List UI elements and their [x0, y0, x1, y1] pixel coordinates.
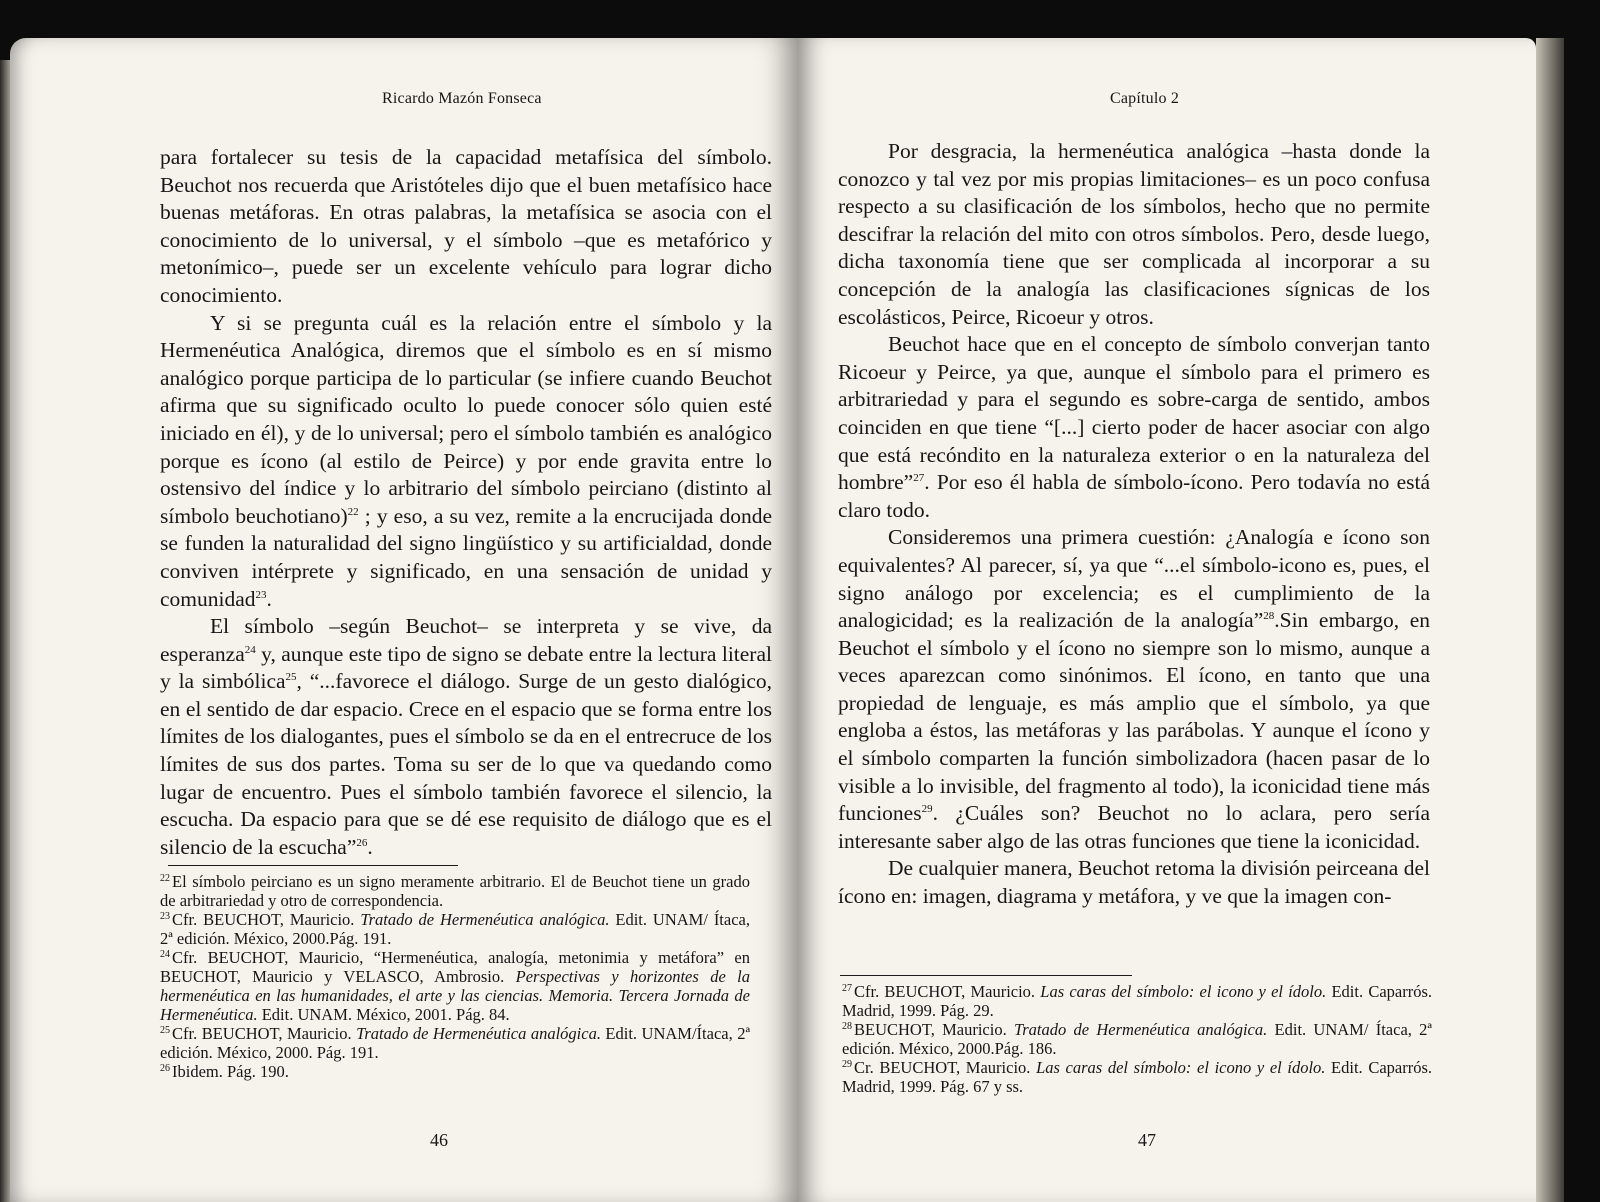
footnote-24-number: 24: [160, 948, 170, 960]
footnote-29-text-b: Edit. Caparrós. Madrid, 1999. Pág. 67 y ss.: [842, 1058, 1433, 1096]
footnote-27: [842, 982, 1432, 1020]
right-paragraph-3-text-c: . ¿Cuáles son? Beuchot no lo aclara, pero sería interesante saber algo de las otras funciones que tiene la iconicidad.: [838, 801, 1430, 853]
footnote-ref-26: 26: [356, 836, 368, 849]
footnote-28-text-b: Edit. UNAM/ Ítaca, 2ª edición. México, 2000.Pág. 186.: [842, 1020, 1432, 1058]
footnote-ref-28: 28: [1263, 609, 1275, 622]
footnote-24: [160, 948, 750, 1024]
right-running-head: Capítulo 2: [1110, 90, 1180, 107]
footnote-26-number: 26: [160, 1062, 170, 1074]
right-paragraph-3-text-b: .Sin embargo, en Beuchot el símbolo y el ícono no siempre son lo mismo, aunque a veces aparezcan como sinónimos. El ícono, en tanto que una propiedad de lenguaje, es más amplio que el símbolo, ya que engloba a éstos, las metáforas y las parábolas. Y aunque el ícono y el símbolo comparten la función simbolizadora (hacen pasar de lo visible a lo invisible, del fragmento al todo), la iconicidad tiene más funciones: [838, 608, 1430, 826]
footnote-ref-22: 22: [347, 505, 359, 518]
footnote-22: [160, 872, 750, 910]
footnote-25-title: Tratado de Hermenéutica analógica.: [356, 1024, 601, 1043]
footnote-27-title: Las caras del símbolo: el icono y el ídolo.: [1040, 982, 1327, 1001]
footnote-22-number: 22: [160, 872, 170, 884]
left-paragraph-2-text-a: Y si se pregunta cuál es la relación entre el símbolo y la Hermenéutica Analógica, diremos que el símbolo es en sí mismo analógico porque participa de lo particular (se infiere cuando Beuchot afirma que su significado oculto lo puede conocer sólo quien esté iniciado en él), y de lo universal; pero el símbolo también es analógico porque es ícono (al estilo de Peirce) y por ende gravita entre lo ostensivo del índice y lo arbitrario del símbolo peirciano (distinto al símbolo beuchotiano): [160, 310, 772, 528]
footnote-ref-25: 25: [285, 671, 297, 684]
left-paragraph-3-text-b: y, aunque este tipo de signo se debate entre la lectura literal y la simbólica: [160, 641, 772, 694]
right-paragraph-1-text: Por desgracia, la hermenéutica analógica –hasta donde la conozco y tal vez por mis propias limitaciones– es un poco confusa respecto a su clasificación de los símbolos, hecho que no permite descifrar la relación del mito con otros símbolos. Pero, desde luego, dicha taxonomía tiene que ser complicada al incorporar a su concepción de la analogía las clasificaciones sígnicas de los escolásticos, Peirce, Ricoeur y otros.: [838, 139, 1430, 329]
right-footnotes: [842, 982, 1432, 1096]
footnote-27-number: 27: [842, 982, 852, 994]
right-page-edge: [1536, 38, 1564, 1202]
footnote-24-text-b: Edit. UNAM. México, 2001. Pág. 84.: [257, 1005, 510, 1024]
footnote-27-text-b: Edit. Caparrós. Madrid, 1999. Pág. 29.: [842, 982, 1433, 1020]
left-footnotes: [160, 872, 750, 1081]
right-paragraph-3-text-a: Consideremos una primera cuestión: ¿Analogía e ícono son equivalentes? Al parecer, sí, ya que “...el símbolo-icono es, pues, el signo análogo por excelencia; es el cumplimiento de la analogicidad; es la realización de la analogía”: [838, 525, 1430, 633]
footnote-28: [842, 1020, 1432, 1058]
footnote-23-title: Tratado de Hermenéutica analógica.: [360, 910, 610, 929]
footnote-28-text-a: BEUCHOT, Mauricio.: [854, 1020, 1014, 1039]
footnote-24-text-a: Cfr. BEUCHOT, Mauricio, “Hermenéutica, analogía, metonimia y metáfora” en BEUCHOT, Mauricio y VELASCO, Ambrosio.: [160, 948, 750, 986]
footnote-26: [160, 1062, 750, 1081]
left-page-number: 46: [430, 1130, 448, 1150]
footnote-24-title: Perspectivas y horizontes de la hermenéutica en las humanidades, el arte y las ciencias. Memoria. Tercera Jornada de Hermenéutica.: [160, 967, 750, 1024]
left-paragraph-2-text-c: .: [266, 586, 272, 611]
footnote-29-number: 29: [842, 1058, 852, 1070]
footnote-25-text-b: Edit. UNAM/Ítaca, 2ª edición. México, 2000. Pág. 191.: [160, 1024, 750, 1062]
footnote-23: [160, 910, 750, 948]
footnote-28-number: 28: [842, 1020, 852, 1032]
footnote-23-number: 23: [160, 910, 170, 922]
right-paragraph-2: [838, 331, 1430, 524]
right-page: [798, 38, 1536, 1202]
left-footnote-rule: [168, 865, 458, 866]
left-page: [10, 38, 800, 1202]
footnote-23-text-a: Cfr. BEUCHOT, Mauricio.: [172, 910, 361, 929]
footnote-ref-24: 24: [244, 643, 256, 656]
footnote-25: [160, 1024, 750, 1062]
left-paragraph-3-text-a: El símbolo –según Beuchot– se interpreta y se vive, da esperanza: [160, 614, 772, 666]
footnote-ref-23: 23: [255, 588, 267, 601]
left-paragraph-3: [160, 613, 772, 861]
left-paragraph-3-text-c: , “...favorece el diálogo. Surge de un gesto dialógico, en el sentido de dar espacio. Crece en el espacio que se forma entre los límites de los dialogantes, pues el símbolo se da en el entrecruce de los límites de sus dos partes. Toma su ser de lo que va quedando como lugar de encuentro. Pues el símbolo también favorece el silencio, la escucha. Da espacio para que se dé ese requisito de diálogo que es el silencio de la escucha”: [160, 669, 772, 859]
right-body-text: [838, 138, 1430, 911]
footnote-ref-27: 27: [913, 471, 925, 484]
footnote-ref-29: 29: [921, 803, 933, 816]
footnote-22-text: El símbolo peirciano es un signo meramente arbitrario. El de Beuchot tiene un grado de arbitrariedad y otro de correspondencia.: [160, 872, 750, 910]
footnote-25-number: 25: [160, 1024, 170, 1036]
footnote-23-text-b: Edit. UNAM/ Ítaca, 2ª edición. México, 2000.Pág. 191.: [160, 910, 750, 948]
right-page-number: 47: [1138, 1130, 1156, 1150]
footnote-27-text-a: Cfr. BEUCHOT, Mauricio.: [854, 982, 1041, 1001]
footnote-25-text-a: Cfr. BEUCHOT, Mauricio.: [172, 1024, 357, 1043]
right-footnote-rule: [840, 975, 1132, 976]
left-running-head: Ricardo Mazón Fonseca: [382, 90, 542, 107]
right-paragraph-4-text: De cualquier manera, Beuchot retoma la división peirceana del ícono en: imagen, diagrama y metáfora, y ve que la imagen con-: [838, 856, 1430, 909]
right-paragraph-2-text-b: . Por eso él habla de símbolo-ícono. Pero todavía no está claro todo.: [838, 470, 1430, 522]
left-paragraph-1-text: para fortalecer su tesis de la capacidad metafísica del símbolo. Beuchot nos recuerda que Aristóteles dijo que el buen metafísico hace buenas metáforas. En otras palabras, la metafísica se asocia con el conocimiento de lo universal, y el símbolo –que es metafórico y metonímico–, puede ser un excelente vehículo para lograr dicho conocimiento.: [160, 145, 772, 307]
footnote-28-title: Tratado de Hermenéutica analógica.: [1013, 1020, 1268, 1039]
left-body-text: [160, 144, 772, 861]
footnote-29: [842, 1058, 1432, 1096]
footnote-26-text: Ibidem. Pág. 190.: [172, 1062, 289, 1081]
footnote-29-text-a: Cr. BEUCHOT, Mauricio.: [854, 1058, 1037, 1077]
left-paragraph-3-text-d: .: [367, 834, 373, 859]
left-paragraph-2-text-b: ; y eso, a su vez, remite a la encrucijada donde se funden la naturalidad del signo lingüístico y su artificialdad, donde conviven intérprete y significado, en una sensación de unidad y comunidad: [160, 503, 773, 611]
left-paragraph-1: [160, 144, 772, 310]
right-paragraph-2-text-a: Beuchot hace que en el concepto de símbolo converjan tanto Ricoeur y Peirce, ya que, aunque el símbolo para el primero es arbitrariedad y para el segundo es sobre-carga de sentido, ambos coinciden en que tiene “[...] cierto poder de hacer asociar con algo que está recóndito en la naturaleza exterior o en la naturaleza del hombre”: [838, 332, 1430, 495]
right-paragraph-3: [838, 524, 1430, 855]
left-paragraph-2: [160, 310, 772, 614]
right-paragraph-1: [838, 138, 1430, 331]
right-paragraph-4: [838, 855, 1430, 910]
footnote-29-title: Las caras del símbolo: el icono y el ídolo.: [1036, 1058, 1326, 1077]
